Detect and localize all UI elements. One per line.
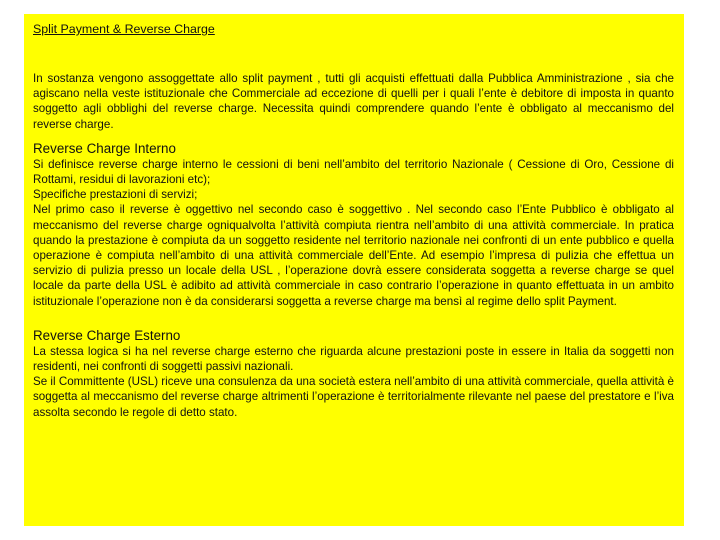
section-heading-external: Reverse Charge Esterno xyxy=(33,327,181,343)
internal-paragraph-1: Si definisce reverse charge interno le cessioni di beni nell’ambito del territorio Nazionale ( Cessione di Oro, Cessione di Rottami, residui di lavorazioni etc); xyxy=(33,157,674,187)
external-paragraph-1: La stessa logica si ha nel reverse charge esterno che riguarda alcune prestazioni poste in essere in Italia da soggetti non residenti, nei confronti di soggetti passivi nazionali. xyxy=(33,344,674,374)
section-heading-internal: Reverse Charge Interno xyxy=(33,140,176,156)
external-paragraph-2: Se il Committente (USL) riceve una consulenza da una società estera nell’ambito di una attività commerciale, quella attività è soggetta al meccanismo del reverse charge altrimenti l’operazione è territorialmente rilevante nel paese del prestatore e l’iva assolta secondo le regole di detto stato. xyxy=(33,375,674,419)
internal-paragraph-2: Specifiche prestazioni di servizi; xyxy=(33,188,198,202)
internal-paragraph-3: Nel primo caso il reverse è oggettivo nel secondo caso è soggettivo . Nel secondo caso l’Ente Pubblico è obbligato al meccanismo del reverse charge ogniqualvolta l’attività compiuta rientra nell’ambito di una attività commerciale. In pratica quando la prestazione è compiuta da un soggetto residente nel territorio nazionale nei confronti di un ente pubblico e quella operazione è compiuta nell’ambito di una attività commerciale dell’Ente. Ad esempio l’impresa di pulizia che effettua un servizio di pulizia presso un locale della USL , l’operazione dovrà essere considerata soggetta a reverse charge se quel locale da parte della USL è adibito ad attività commerciale in caso contrario l’operazione in quanto effettuata in un ambito istituzionale l’operazione non è da considerarsi soggetta a reverse charge ma bensì al regime dello split Payment. xyxy=(33,203,674,308)
slide-content xyxy=(24,14,684,526)
slide-title: Split Payment & Reverse Charge xyxy=(33,22,215,36)
intro-paragraph: In sostanza vengono assoggettate allo split payment , tutti gli acquisti effettuati dalla Pubblica Amministrazione , sia che agiscano nella veste istituzionale che Commerciale ad eccezione di quelli per i quali l’ente è debitore di imposta in quanto soggetto agli obblighi del reverse charge. Necessita quindi comprendere quando l’ente è obbligato al meccanismo del reverse charge. xyxy=(33,72,674,131)
